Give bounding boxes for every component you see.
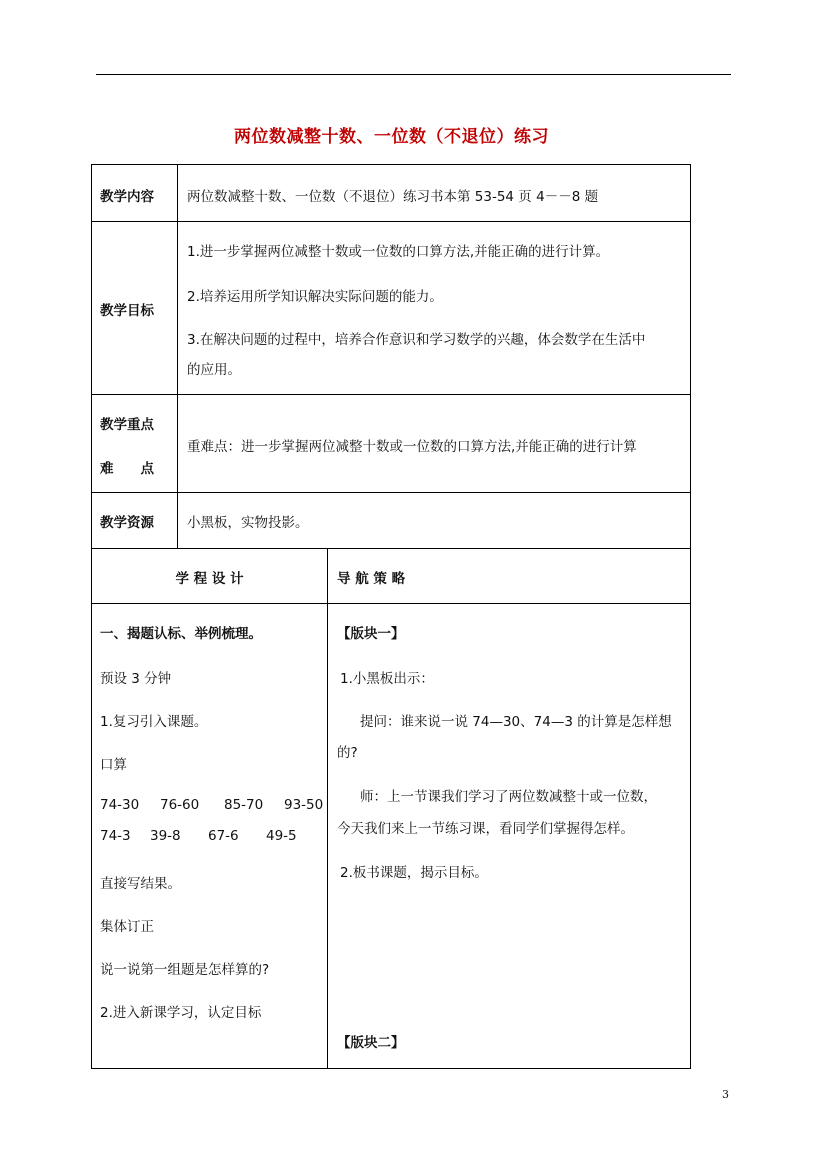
teacher-line: 师：上一节课我们学习了两位数减整十或一位数，	[360, 789, 657, 805]
problem: 93-50	[284, 797, 324, 813]
problem: 74-30	[100, 797, 140, 813]
content-label: 教学内容	[100, 189, 154, 205]
row-divider	[92, 603, 690, 604]
write-result: 直接写结果。	[100, 876, 181, 892]
resources-label: 教学资源	[100, 515, 154, 531]
goal-item: 1.进一步掌握两位减整十数或一位数的口算方法,并能正确的进行计算。	[187, 244, 610, 260]
problem: 74-3	[100, 828, 131, 844]
preset-time: 预设 3 分钟	[100, 671, 172, 687]
goals-label: 教学目标	[100, 303, 154, 319]
block-1-heading: 【版块一】	[337, 626, 405, 642]
lesson-plan-table	[91, 164, 691, 1069]
step-1: 1.复习引入课题。	[100, 714, 208, 730]
question-line: 的?	[337, 745, 358, 761]
row-divider	[92, 221, 690, 222]
row-divider	[92, 492, 690, 493]
problem: 76-60	[160, 797, 200, 813]
problem: 49-5	[266, 828, 297, 844]
explain-question: 说一说第一组题是怎样算的?	[100, 962, 270, 978]
collective-correct: 集体订正	[100, 919, 154, 935]
document-title: 两位数减整十数、一位数（不退位）练习	[234, 127, 549, 147]
key-value: 重难点：进一步掌握两位减整十数或一位数的口算方法,并能正确的进行计算	[187, 439, 637, 455]
problem: 85-70	[224, 797, 264, 813]
goal-item: 3.在解决问题的过程中，培养合作意识和学习数学的兴趣，体会数学在生活中	[187, 332, 646, 348]
design-header-right: 导 航 策 略	[337, 571, 406, 587]
goal-item: 2.培养运用所学知识解决实际问题的能力。	[187, 289, 443, 305]
right-item-2: 2.板书课题，揭示目标。	[340, 865, 488, 881]
design-column-divider	[327, 548, 328, 1068]
problem: 67-6	[208, 828, 239, 844]
key-label-line2: 难 点	[100, 461, 154, 477]
key-label-line1: 教学重点	[100, 417, 154, 433]
goal-item: 的应用。	[187, 362, 241, 378]
resources-value: 小黑板，实物投影。	[187, 515, 309, 531]
section-heading: 一、揭题认标、举例梳理。	[100, 626, 262, 642]
oral-label: 口算	[100, 757, 127, 773]
teacher-line: 今天我们来上一节练习课，看同学们掌握得怎样。	[337, 821, 634, 837]
problem: 39-8	[150, 828, 181, 844]
step-2: 2.进入新课学习，认定目标	[100, 1005, 262, 1021]
row-divider	[92, 548, 690, 549]
block-2-heading: 【版块二】	[337, 1035, 405, 1051]
page-number: 3	[722, 1088, 729, 1101]
content-value: 两位数减整十数、一位数（不退位）练习书本第 53-54 页 4－－8 题	[187, 189, 599, 205]
right-item-1: 1.小黑板出示：	[340, 671, 434, 687]
label-column-divider	[177, 165, 178, 548]
question-line: 提问：谁来说一说 74—30、74—3 的计算是怎样想	[360, 714, 672, 730]
design-header-left: 学 程 设 计	[175, 571, 244, 587]
header-rule	[96, 74, 731, 75]
row-divider	[92, 394, 690, 395]
